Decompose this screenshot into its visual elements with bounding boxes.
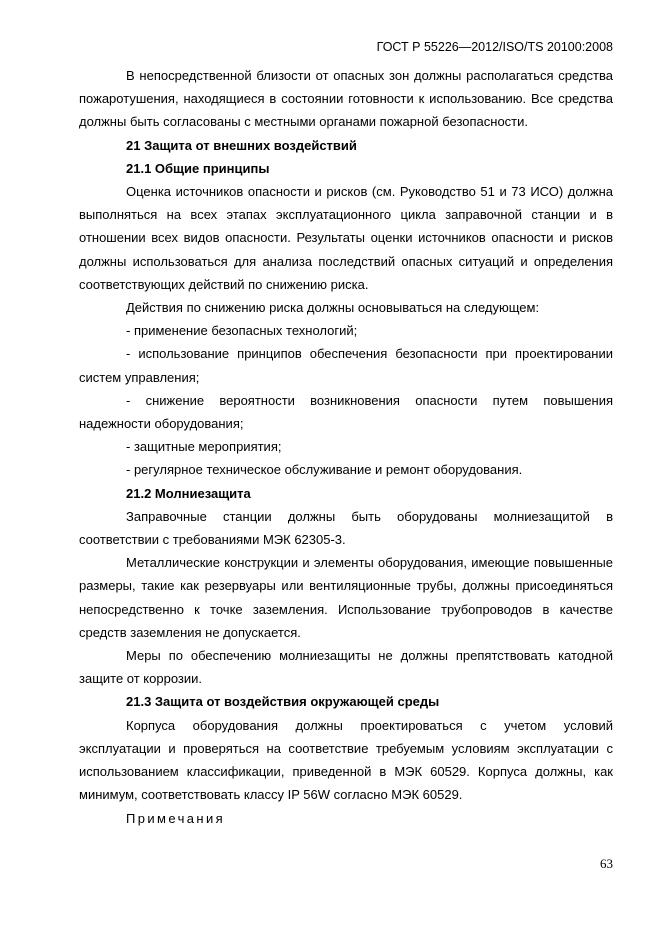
subsection-heading-21-2: 21.2 Молниезащита [126,485,251,501]
list-item: - снижение вероятности возникновения опасности путем повышения надежности оборудования; [79,392,613,432]
list-item: - применение безопасных технологий; [126,323,358,339]
page-number: 63 [600,856,613,871]
list-item: - защитные мероприятия; [126,439,282,455]
paragraph-cathodic-protection: Меры по обеспечению молниезащиты не должны препятствовать катодной защите от коррозии. [79,648,613,687]
subsection-heading-21-1: 21.1 Общие принципы [126,160,270,176]
section-heading-21: 21 Защита от внешних воздействий [126,137,357,153]
notes-label: Примечания [126,810,226,826]
page-body [79,64,613,830]
paragraph-lightning-stations: Заправочные станции должны быть оборудованы молниезащитой в соответствии с требованиями МЭК 62305-3. [79,508,613,548]
paragraph-equipment-enclosures: Корпуса оборудования должны проектироваться с учетом условий эксплуатации и проверяться на соответствие требуемым условиям эксплуатации с использованием классификации, приведенной в МЭК 60529. Корпуса должны, как минимум, соответствовать классу IP 56W согласно МЭК 60529. [79,717,613,803]
list-item: - использование принципов обеспечения безопасности при проектировании систем управления; [79,346,613,385]
paragraph-risk-assessment: Оценка источников опасности и рисков (см. Руководство 51 и 73 ИСО) должна выполняться на всех этапах эксплуатационного цикла заправочной станции и в отношении всех видов опасности. Результаты оценки источников опасности и рисков должны использоваться для анализа последствий опасных ситуаций и определения соответствующих действий по снижению риска. [79,184,613,292]
paragraph-fire-extinguishing: В непосредственной близости от опасных зон должны располагаться средства пожаротушения, находящиеся в состоянии готовности к использованию. Все средства должны быть согласованы с местными органами пожарной безопасности. [79,68,613,130]
paragraph-risk-actions-intro: Действия по снижению риска должны основываться на следующем: [126,300,540,316]
document-header: ГОСТ Р 55226—2012/ISO/TS 20100:2008 [376,40,613,54]
list-item: - регулярное техническое обслуживание и ремонт оборудования. [126,462,523,478]
subsection-heading-21-3: 21.3 Защита от воздействия окружающей среды [126,694,440,710]
paragraph-metal-structures: Металлические конструкции и элементы оборудования, имеющие повышенные размеры, такие как резервуары или вентиляционные трубы, должны присоединяться непосредственно к точке заземления. Использование трубопроводов в качестве средств заземления не допускается. [79,555,613,640]
